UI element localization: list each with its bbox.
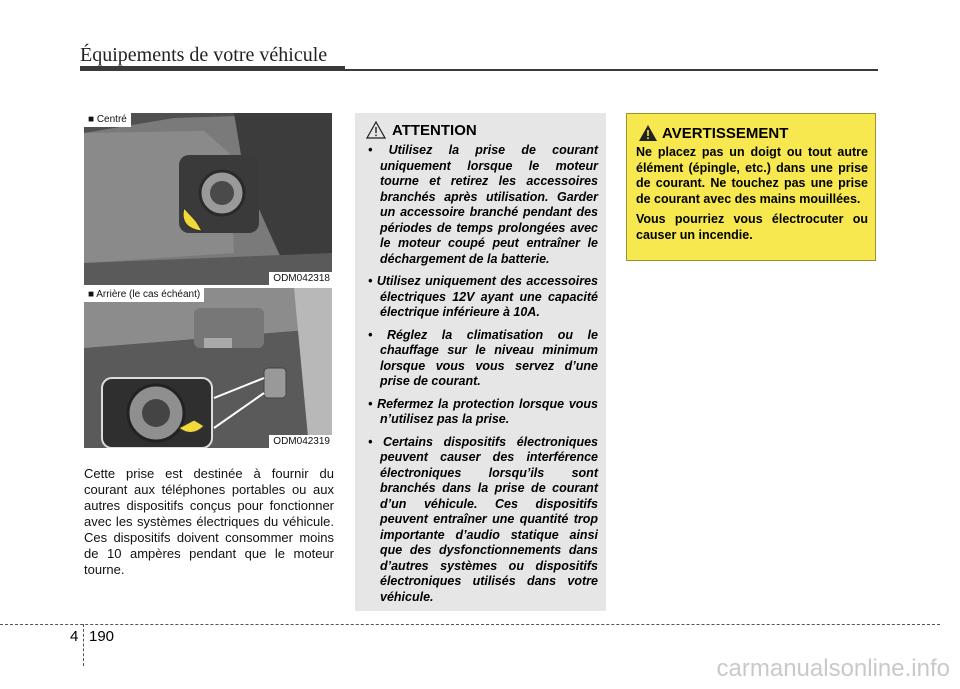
attention-item: • Utilisez uniquement des accessoires électriques 12V ayant une capacité électrique inférieure à 10A. bbox=[368, 274, 598, 321]
photo-caption-center: ■ Centré bbox=[84, 113, 131, 127]
photo-center-socket bbox=[84, 113, 332, 285]
chapter-number: 4 bbox=[70, 628, 79, 645]
page-header-title: Équipements de votre véhicule bbox=[80, 44, 328, 66]
attention-list bbox=[368, 143, 598, 612]
footer-rule bbox=[0, 624, 940, 625]
warning-text bbox=[636, 145, 868, 243]
photo-rear-socket bbox=[84, 288, 332, 448]
rear-socket-illustration bbox=[84, 288, 332, 448]
attention-item: • Certains dispositifs électroniques peuvent causer des interférence électroniques lorsqu’ils sont branchés dans la prise de courant d’un véhicule. Ces dispositifs peuvent entraîner une quantité trop importante d’audio statique ainsi que des dysfonctionnements dans d’autres systèmes ou dispositifs électroniques utilisés dans votre véhicule. bbox=[368, 435, 598, 606]
power-outlet-description: Cette prise est destinée à fournir du courant aux téléphones portables ou aux autres dispositifs conçus pour fonctionner avec les systèmes électriques du véhicule. Ces dispositifs doivent consommer moins de 10 ampères pendant que le moteur tourne. bbox=[84, 466, 334, 577]
attention-item: • Refermez la protection lorsque vous n’utilisez pas la prise. bbox=[368, 397, 598, 428]
warning-title: AVERTISSEMENT bbox=[662, 125, 789, 142]
header-rule-thin bbox=[80, 69, 878, 71]
warning-triangle-filled-icon bbox=[638, 124, 658, 142]
warning-triangle-outline-icon bbox=[366, 121, 386, 139]
page-number: 190 bbox=[89, 628, 115, 645]
photo-code-center: ODM042318 bbox=[269, 272, 332, 285]
attention-item: • Réglez la climatisation ou le chauffage sur le niveau minimum lorsque vous vous servez d’une prise de courant. bbox=[368, 328, 598, 390]
photo-caption-rear: ■ Arrière (le cas échéant) bbox=[84, 288, 204, 302]
attention-item: • Utilisez la prise de courant uniquement lorsque le moteur tourne et retirez les accessoires branchés après utilisation. Garder un accessoire branché pendant des périodes de temps prolongées avec le moteur coupé peut entraîner le déchargement de la batterie. bbox=[368, 143, 598, 267]
photo-code-rear: ODM042319 bbox=[269, 435, 332, 448]
warning-paragraph: Ne placez pas un doigt ou tout autre élément (épingle, etc.) dans une prise de courant. Ne touchez pas une prise de courant avec des mains mouillées. bbox=[636, 145, 868, 206]
attention-title: ATTENTION bbox=[392, 122, 477, 139]
center-socket-illustration bbox=[84, 113, 332, 285]
watermark: carmanualsonline.info bbox=[716, 655, 950, 682]
footer-divider bbox=[83, 624, 84, 666]
warning-paragraph: Vous pourriez vous électrocuter ou causer un incendie. bbox=[636, 212, 868, 242]
